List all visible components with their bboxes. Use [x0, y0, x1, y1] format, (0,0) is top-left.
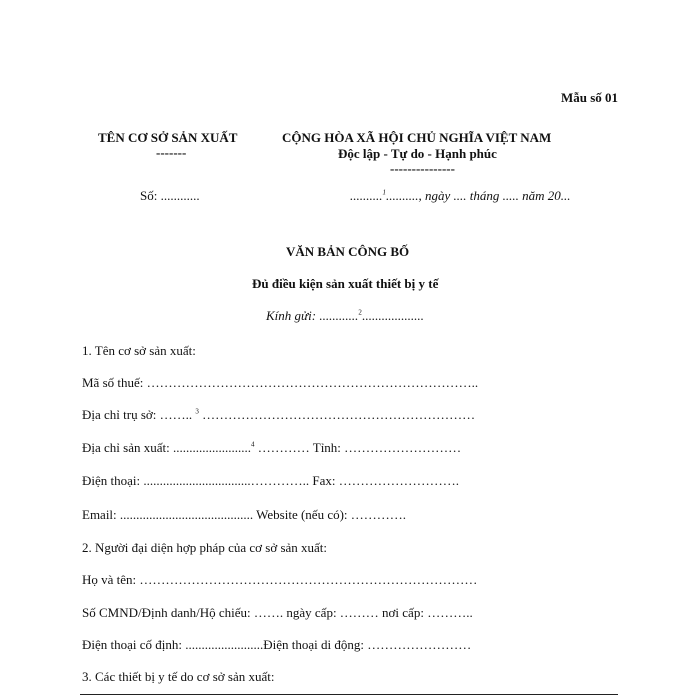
- id-document-field: Số CMND/Định danh/Hộ chiếu: ……. ngày cấp: ……… nơi cấp: ………..: [82, 605, 473, 620]
- phone-fax-field: Điện thoại: .................................………….. Fax: ……………………….: [82, 473, 459, 488]
- recipient-blank: ...................: [361, 308, 424, 323]
- hq-address-blank: ………………………………………………………: [198, 407, 476, 422]
- national-motto-rule: ---------------: [390, 161, 455, 176]
- footnote-4: 4: [250, 440, 255, 449]
- document-number: Số: ............: [140, 188, 200, 203]
- recipient-label: Kính gửi: ............: [266, 308, 359, 323]
- section-1-title: 1. Tên cơ sở sản xuất:: [82, 343, 196, 358]
- section-3-title: 3. Các thiết bị y tế do cơ sở sản xuất:: [82, 669, 275, 684]
- production-address-field: [82, 440, 461, 456]
- footnote-1: 1: [382, 188, 386, 197]
- national-motto: Độc lập - Tự do - Hạnh phúc: [338, 146, 497, 161]
- email-website-field: Email: ......................................... Website (nếu có): ………….: [82, 507, 407, 522]
- tax-code-field: Mã số thuế: …………………………………………………………………..: [82, 375, 479, 390]
- production-address-label: Địa chỉ sản xuất: ........................: [82, 440, 251, 455]
- document-title: VĂN BẢN CÔNG BỐ: [286, 244, 410, 259]
- producer-name-rule: -------: [156, 145, 187, 160]
- phone-numbers-field: Điện thoại cố định: ........................Điện thoại di động: ……………………: [82, 637, 472, 652]
- full-name-field: Họ và tên: ……………………………………………………………………: [82, 572, 478, 587]
- national-title: CỘNG HÒA XÃ HỘI CHỦ NGHĨA VIỆT NAM: [282, 130, 552, 145]
- recipient-line: [266, 308, 424, 324]
- hq-address-label: Địa chỉ trụ sở: ……..: [82, 407, 196, 422]
- section-2-title: 2. Người đại diện hợp pháp của cơ sở sản xuất:: [82, 540, 328, 555]
- footnote-2: 2: [358, 308, 362, 317]
- province-blank: ………… Tỉnh: ………………………: [254, 440, 462, 455]
- form-number: Mẫu số 01: [560, 90, 618, 105]
- place-date-line: [350, 188, 571, 204]
- hq-address-field: [82, 407, 475, 423]
- document-subtitle: Đủ điều kiện sản xuất thiết bị y tế: [252, 276, 439, 291]
- place-blank: ..........: [350, 188, 383, 203]
- table-top-border: [80, 694, 618, 695]
- producer-name-heading: TÊN CƠ SỞ SẢN XUẤT: [98, 130, 238, 145]
- date-blank: .........., ngày .... tháng ..... năm 20...: [386, 188, 571, 203]
- footnote-3: 3: [195, 407, 199, 416]
